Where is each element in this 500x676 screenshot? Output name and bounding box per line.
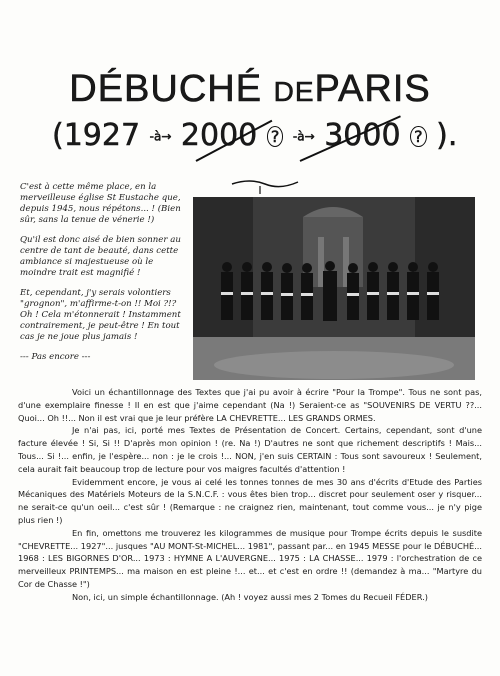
question-mark-2: ? bbox=[410, 126, 427, 147]
left-column-text bbox=[20, 182, 188, 372]
left-paragraph-3: Et, cependant, j'y serais volontiers "grognon", m'affirme-t-on !! Moi ?!? Oh ! Cela m'étonnerait ! Instamment contrairement, je peut-être ! En tout cas je ne joue plus jamais ! bbox=[20, 288, 181, 342]
body-paragraph-2: Je n'ai pas, ici, porté mes Textes de Présentation de Concert. Certains, cependant, sont d'une facture élevée ! Si, Si !! D'après mon opinion ! (re. Na !) D'autres ne sont que richement descriptifs ! Mais... Tous... Si !... enfin, je l'espère... non : je le crois !... NON, j'en suis CERTAIN : Tous sont savoureux ! Seulement, cela aurait fait beaucoup trop de lecture pour vos maigres facultés d'attention ! bbox=[18, 425, 482, 474]
struck-year-3000: 3000 bbox=[324, 118, 401, 153]
church-ensemble-photo bbox=[193, 197, 475, 380]
struck-year-2000: 2000 bbox=[180, 118, 258, 153]
body-paragraph-1: Voici un échantillonnage des Textes que j'ai pu avoir à écrire "Pour la Trompe". Tous ne sont pas, d'une exemplaire finesse ! Il en est que j'aime cependant (Na !) Seraient-ce as "SOUVENIRS DE VERTU ??... Quoi... Oh !!... Non il est vrai que je leur préfère LA CHEVRETTE... LES GRANDS ORMES. bbox=[18, 387, 482, 423]
closing-paren: ). bbox=[436, 118, 458, 153]
arrow-label-1: -à→ bbox=[149, 129, 172, 144]
body-paragraph-4: En fin, omettons me trouverez les kilogrammes de musique pour Trompe écrits depuis le susdite "CHEVRETTE... 1927"... jusques "AU MONT-St-MICHEL... 1981", passant par... en 1945 MESSE pour le DÉBUCHÉ... 1968 : LES BIGORNES D'OR... 1973 : HYMNE A L'AUVERGNE... 1975 : LA CHASSE... 1979 : l'orchestration de ce merveilleux PRINTEMPS... ma maison en est pleine !... et... et c'est en ordre !! (demandez à ma... "Martyre du Cor de Chasse !") bbox=[18, 527, 482, 589]
document-title bbox=[40, 68, 460, 111]
body-paragraph-3: Evidemment encore, je vous ai celé les tonnes tonnes de mes 30 ans d'écrits d'Etude des Parties Mécaniques des Matériels Moteurs de la S.N.C.F. : vous êtes bien trop... discret pour seulement oser y risquer... ne serait-ce qu'un oeil... c'est sûr ! (Remarque : ne craignez rien, maintenant, tout comme vous... je n'y pige plus rien !) bbox=[18, 476, 482, 525]
title-paris: PARIS bbox=[314, 68, 431, 110]
main-body-text bbox=[18, 386, 482, 604]
title-de: DE bbox=[273, 76, 315, 107]
left-paragraph-2: Qu'il est donc aisé de bien sonner au centre de tant de beauté, dans cette ambiance si majestueuse où le moindre trait est magnifié ! bbox=[20, 235, 181, 278]
underline-flourish-icon bbox=[230, 176, 300, 196]
left-paragraph-1: C'est à cette même place, en la merveilleuse église St Eustache que, depuis 1945, nous répétons... ! (Bien sûr, sans la tenue de vénerie !) bbox=[20, 182, 181, 225]
body-paragraph-5: Non, ici, un simple échantillonnage. (Ah ! voyez aussi mes 2 Tomes du Recueil FÉDER.) bbox=[72, 591, 428, 602]
title-debuche: DÉBUCHÉ bbox=[69, 68, 263, 110]
question-mark-1: ? bbox=[267, 126, 284, 147]
start-year: (1927 bbox=[52, 118, 141, 153]
ensemble-photo-drawing bbox=[193, 197, 475, 380]
left-paragraph-4: --- Pas encore --- bbox=[20, 352, 91, 362]
document-subtitle bbox=[52, 118, 458, 153]
arrow-label-2: -à→ bbox=[292, 129, 315, 144]
